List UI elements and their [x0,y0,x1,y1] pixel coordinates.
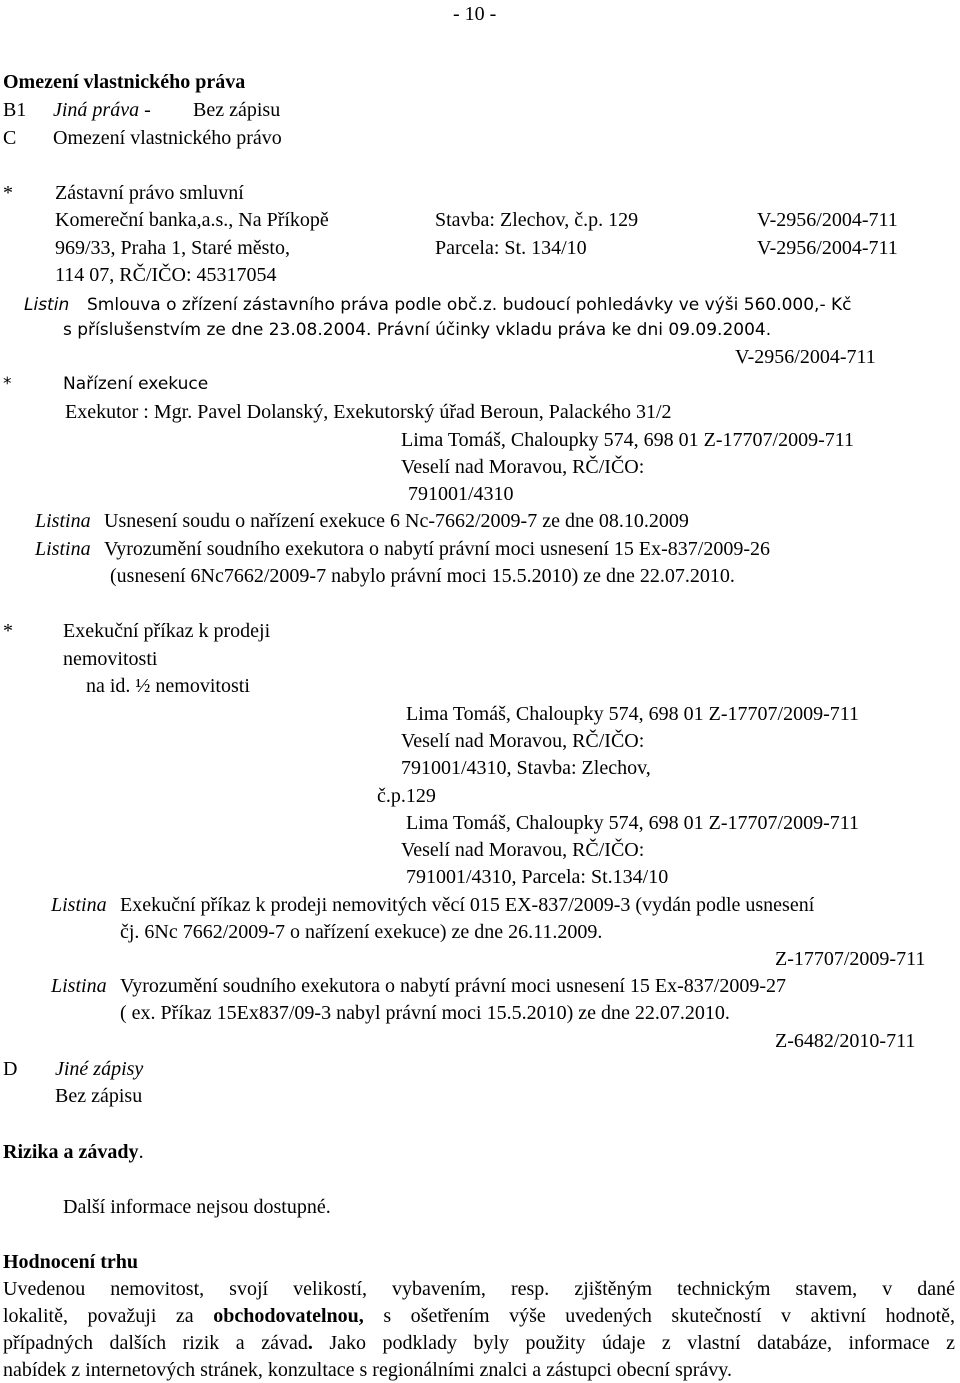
risks-dot: . [138,1141,144,1163]
pledge-listin-text1: Smlouva o zřízení zástavního práva podle obč.z. budoucí pohledávky ve výši 560.000,- Kč [87,295,852,315]
valuation-line1: Uvedenou nemovitost, svojí velikostí, vybavením, resp. zjištěným technickým stavem, v dané [3,1278,955,1300]
page-number: - 10 - [453,3,497,25]
section-title: Omezení vlastnického práva [3,71,246,93]
execution-party1: Lima Tomáš, Chaloupky 574, 698 01 Z-17707/2009-711 [401,429,855,451]
c-label: Omezení vlastnického právo [53,127,282,149]
execution-party2: Veselí nad Moravou, RČ/IČO: [401,456,645,478]
sale-doc2-text2: ( ex. Příkaz 15Ex837/09-3 nabyl právní moci 15.5.2010) ze dne 22.07.2010. [120,1002,730,1024]
valuation-line3-post: Jako podklady byly použity údaje z vlastní databáze, informace z [312,1332,956,1354]
sale-doc2-ref: Z-6482/2010-711 [775,1030,916,1052]
sale-p1-line1: Lima Tomáš, Chaloupky 574, 698 01 Z-17707/2009-711 [406,703,860,725]
execution-title: Nařízení exekuce [63,374,209,394]
execution-doc1-text: Usnesení soudu o nařízení exekuce 6 Nc-7662/2009-7 ze dne 08.10.2009 [104,510,689,532]
b1-value: Bez zápisu [193,99,281,121]
sale-doc2-word: Listina [51,975,107,997]
execution-star: * [3,374,12,394]
pledge-bank-line1: Komereční banka,a.s., Na Příkopě [55,209,329,231]
valuation-line4: nabídek z internetových stránek, konzultace s regionálními znalci a zástupci obecní správy. [3,1359,732,1381]
sale-p1-line4: č.p.129 [377,785,436,807]
risks-title: Rizika a závady [3,1141,139,1163]
risks-heading [3,1140,144,1164]
pledge-bank-line2: 969/33, Praha 1, Staré město, [55,237,290,259]
valuation-title: Hodnocení trhu [3,1251,139,1273]
sale-title3: na id. ½ nemovitosti [86,675,250,697]
execution-doc2-text2: (usnesení 6Nc7662/2009-7 nabylo právní moci 15.5.2010) ze dne 22.07.2010. [110,565,735,587]
pledge-object2: Parcela: St. 134/10 [435,237,587,259]
d-label: Jiné zápisy [55,1058,144,1080]
execution-doc2-text1: Vyrozumění soudního exekutora o nabytí právní moci usnesení 15 Ex-837/2009-26 [104,538,770,560]
sale-doc1-text2: čj. 6Nc 7662/2009-7 o nařízení exekuce) ze dne 26.11.2009. [120,921,603,943]
b1-label: Jiná práva - [53,99,151,121]
d-value: Bez zápisu [55,1085,143,1107]
pledge-ref1: V-2956/2004-711 [757,209,898,231]
pledge-listin-word: Listin [24,295,70,315]
sale-title1: Exekuční příkaz k prodeji [63,620,271,642]
valuation-line2-bold: obchodovatelnou, [213,1305,364,1327]
execution-executor: Exekutor : Mgr. Pavel Dolanský, Exekutorský úřad Beroun, Palackého 31/2 [65,401,672,423]
execution-doc1-word: Listina [35,510,91,532]
sale-p1-line3: 791001/4310, Stavba: Zlechov, [401,757,651,779]
b1-code: B1 [3,99,27,121]
execution-party3: 791001/4310 [408,483,514,505]
c-code: C [3,127,17,149]
pledge-bank-line3: 114 07, RČ/IČO: 45317054 [55,264,277,286]
pledge-object1: Stavba: Zlechov, č.p. 129 [435,209,639,231]
d-code: D [3,1058,18,1080]
sale-star: * [3,620,13,642]
pledge-title: Zástavní právo smluvní [55,182,244,204]
pledge-listin-ref: V-2956/2004-711 [735,346,876,368]
sale-doc2-text1: Vyrozumění soudního exekutora o nabytí právní moci usnesení 15 Ex-837/2009-27 [120,975,786,997]
valuation-line3-pre: případných dalších rizik a závad [3,1332,308,1354]
execution-doc2-word: Listina [35,538,91,560]
risks-text: Další informace nejsou dostupné. [63,1196,331,1218]
valuation-line2-pre: lokalitě, považuji za [3,1305,214,1327]
sale-doc1-word: Listina [51,894,107,916]
pledge-listin-text2: s příslušenstvím ze dne 23.08.2004. Právní účinky vkladu práva ke dni 09.09.2004. [63,320,772,340]
sale-p2-line2: Veselí nad Moravou, RČ/IČO: [401,839,645,861]
sale-doc1-text1: Exekuční příkaz k prodeji nemovitých věcí 015 EX-837/2009-3 (vydán podle usnesení [120,894,815,916]
valuation-line3-bold: . [307,1332,313,1354]
pledge-star: * [3,182,13,204]
pledge-ref2: V-2956/2004-711 [757,237,898,259]
sale-doc1-ref: Z-17707/2009-711 [775,948,926,970]
valuation-line2-post: s ošetřením výše uvedených skutečností v aktivní hodnotě, [363,1305,955,1327]
sale-p1-line2: Veselí nad Moravou, RČ/IČO: [401,730,645,752]
sale-title2: nemovitosti [63,648,158,670]
sale-p2-line1: Lima Tomáš, Chaloupky 574, 698 01 Z-17707/2009-711 [406,812,860,834]
sale-p2-line3: 791001/4310, Parcela: St.134/10 [406,866,669,888]
valuation-line3 [3,1331,955,1355]
valuation-line2 [3,1304,955,1328]
